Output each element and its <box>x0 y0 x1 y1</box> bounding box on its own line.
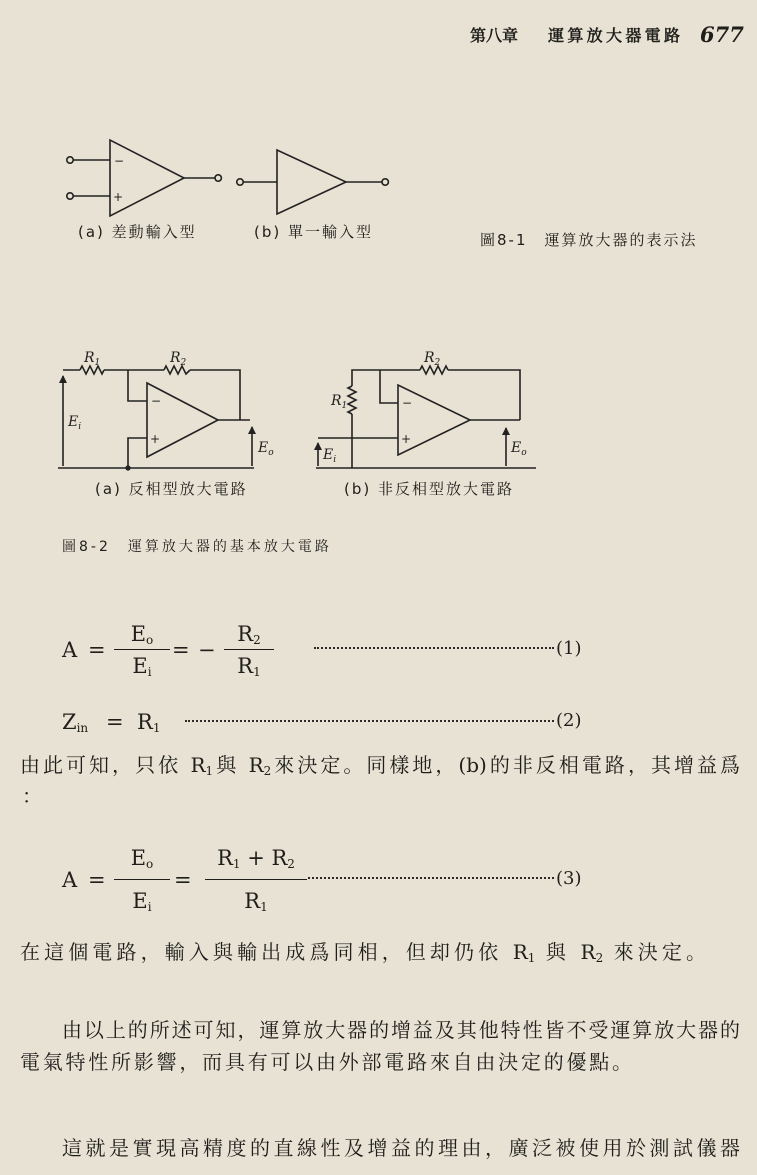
label-symbol: E <box>511 440 522 456</box>
subscript: o <box>146 633 154 647</box>
noninv-minus-sign: − <box>402 396 413 410</box>
inv-eo-label <box>257 440 274 458</box>
symbol: R <box>237 654 254 678</box>
label-symbol: R <box>170 350 181 366</box>
label-subscript: i <box>333 455 337 465</box>
opamp-b-input-terminal <box>237 179 243 185</box>
opamp-b-output-terminal <box>382 179 388 185</box>
inv-minus-sign: − <box>151 394 162 408</box>
eq3-number: (3) <box>556 868 582 889</box>
inv-r1-label <box>83 350 100 368</box>
body-text: 與 <box>535 940 581 964</box>
label-symbol: R <box>84 350 95 366</box>
eq3-fraction-resistance <box>205 845 307 914</box>
inv-ei-label <box>67 414 81 432</box>
symbol: R <box>137 710 153 734</box>
page-number: 677 <box>700 22 744 47</box>
paragraph-3-line-1: 這就是實現高精度的直線性及增益的理由，廣泛被使用於測試儀器 <box>62 1136 740 1160</box>
eq2-number: (2) <box>556 710 582 731</box>
body-text: 來決定。同樣地，(b)的非反相電路，其增益爲 <box>271 753 740 777</box>
label-symbol: E <box>323 447 334 463</box>
eq1-denominator <box>132 650 151 679</box>
eq1-fraction-resistance <box>224 621 274 679</box>
eq3-numerator-2 <box>217 845 295 879</box>
subscript: i <box>147 665 152 679</box>
label-subscript: o <box>521 448 527 458</box>
paragraph-2-line-2: 電氣特性所影響，而具有可以由外部電路來自由決定的優點。 <box>20 1050 632 1074</box>
variable-r1 <box>513 940 536 964</box>
eq1-dotted-leader <box>314 647 554 649</box>
figure-8-2-label-a: (a) 反相型放大電路 <box>95 480 248 498</box>
opamp-b-triangle <box>277 150 346 214</box>
subscript: 2 <box>253 633 261 647</box>
noninv-ei-label <box>322 447 336 465</box>
eq3-denominator <box>132 880 151 914</box>
label-subscript: 2 <box>180 358 187 368</box>
subscript: 2 <box>287 857 295 871</box>
variable-r2 <box>581 940 604 964</box>
body-line-1-continuation: ： <box>22 784 42 808</box>
figure-8-1-label-a: (a) 差動輸入型 <box>78 223 197 241</box>
noninv-r2-label <box>423 350 441 368</box>
subscript: 1 <box>260 900 268 914</box>
inv-plus-input-wire <box>128 438 147 468</box>
inv-resistor-r1 <box>80 366 104 374</box>
noninv-eo-label <box>510 440 527 458</box>
subscript: i <box>147 900 152 914</box>
inv-plus-sign: + <box>150 432 161 446</box>
eq1-equals: = <box>88 638 106 662</box>
label-subscript: 1 <box>94 358 101 368</box>
figure-8-1-diagram <box>0 130 757 225</box>
noninv-resistor-r1 <box>348 386 356 414</box>
figure-8-2-label-b: (b) 非反相型放大電路 <box>344 480 514 498</box>
header-chapter: 第八章 <box>470 26 519 45</box>
body-line-1 <box>20 752 740 778</box>
opamp-a-input-terminal-plus <box>67 193 73 199</box>
subscript: 2 <box>263 764 272 778</box>
label-subscript: o <box>268 448 274 458</box>
label-subscript: 1 <box>341 401 348 411</box>
noninv-feedback-wire <box>448 370 520 420</box>
inv-minus-input-wire <box>128 370 147 401</box>
eq1-fraction-voltage <box>114 621 170 679</box>
operator: + <box>240 846 272 870</box>
eq3-fraction-voltage <box>114 845 170 914</box>
body-line-2 <box>20 939 706 965</box>
symbol: E <box>130 622 147 646</box>
body-text: 在這個電路，輸入與輸出成爲同相，但却仍依 <box>20 940 513 964</box>
figure-8-2-caption: 圖8-2 運算放大器的基本放大電路 <box>62 539 332 555</box>
opamp-a-triangle <box>110 140 184 216</box>
eq3-lhs: A <box>62 868 78 892</box>
symbol: R <box>580 940 596 964</box>
eq3-dotted-leader <box>308 877 554 879</box>
body-text: 由此可知，只依 <box>20 753 191 777</box>
subscript: 1 <box>232 857 241 871</box>
symbol: R <box>244 889 261 913</box>
eq1-numerator <box>131 621 154 649</box>
label-symbol: E <box>68 414 79 430</box>
inv-feedback-wire <box>190 370 240 420</box>
label-symbol: R <box>331 393 342 409</box>
eq2-lhs <box>62 710 88 734</box>
opamp-a-output-terminal <box>215 175 221 181</box>
subscript: o <box>146 857 154 871</box>
inv-r2-label <box>169 350 187 368</box>
symbol: E <box>130 846 147 870</box>
eq2-equals: = <box>106 710 124 734</box>
eq1-lhs: A <box>62 638 78 662</box>
eq3-denominator-2 <box>244 880 267 914</box>
subscript: 1 <box>253 665 261 679</box>
symbol: R <box>271 846 288 870</box>
symbol: R <box>217 846 233 870</box>
label-symbol: R <box>424 350 435 366</box>
subscript: 2 <box>595 951 604 965</box>
subscript: 1 <box>205 764 214 778</box>
noninv-top-wire-left <box>352 370 420 386</box>
eq3-numerator <box>131 845 154 879</box>
symbol: E <box>132 654 148 678</box>
eq1-negative-sign: − <box>198 638 216 662</box>
eq2-dotted-leader <box>185 720 554 722</box>
symbol: R <box>512 940 528 964</box>
variable-r1 <box>190 753 213 777</box>
figure-8-1-caption: 圖8-1 運算放大器的表示法 <box>480 231 698 249</box>
figure-8-2-diagram <box>0 340 757 480</box>
eq1-numerator-2 <box>237 621 260 649</box>
eq1-number: (1) <box>556 638 582 659</box>
noninv-plus-sign: + <box>401 432 412 446</box>
inv-ground-junction-dot <box>125 465 130 470</box>
opamp-a-input-terminal-minus <box>67 157 73 163</box>
eq1-equals-2: = <box>172 638 190 662</box>
header-chapter-title: 運算放大器電路 <box>548 26 680 45</box>
paragraph-2-line-1: 由以上的所述可知，運算放大器的增益及其他特性皆不受運算放大器的 <box>62 1018 740 1042</box>
symbol: R <box>237 622 254 646</box>
label-subscript: i <box>78 422 82 432</box>
body-text: 與 <box>213 753 249 777</box>
opamp-a-minus-sign: − <box>114 154 125 168</box>
symbol: R <box>248 753 264 777</box>
eq3-equals-2: = <box>174 868 192 892</box>
noninv-r1-label <box>330 393 347 411</box>
eq2-rhs <box>137 710 160 734</box>
subscript: in <box>76 721 89 735</box>
symbol: E <box>132 889 148 913</box>
label-symbol: E <box>258 440 269 456</box>
eq3-equals: = <box>88 868 106 892</box>
eq1-denominator-2 <box>237 650 260 679</box>
variable-r2 <box>249 753 272 777</box>
opamp-a-plus-sign: + <box>113 190 124 204</box>
body-text: 來決定。 <box>603 940 707 964</box>
subscript: 1 <box>527 951 536 965</box>
subscript: 1 <box>152 721 161 735</box>
symbol: R <box>190 753 206 777</box>
noninv-minus-input-wire <box>380 370 398 403</box>
figure-8-1-label-b: (b) 單一輸入型 <box>254 223 373 241</box>
symbol: Z <box>62 710 77 734</box>
label-subscript: 2 <box>434 358 441 368</box>
